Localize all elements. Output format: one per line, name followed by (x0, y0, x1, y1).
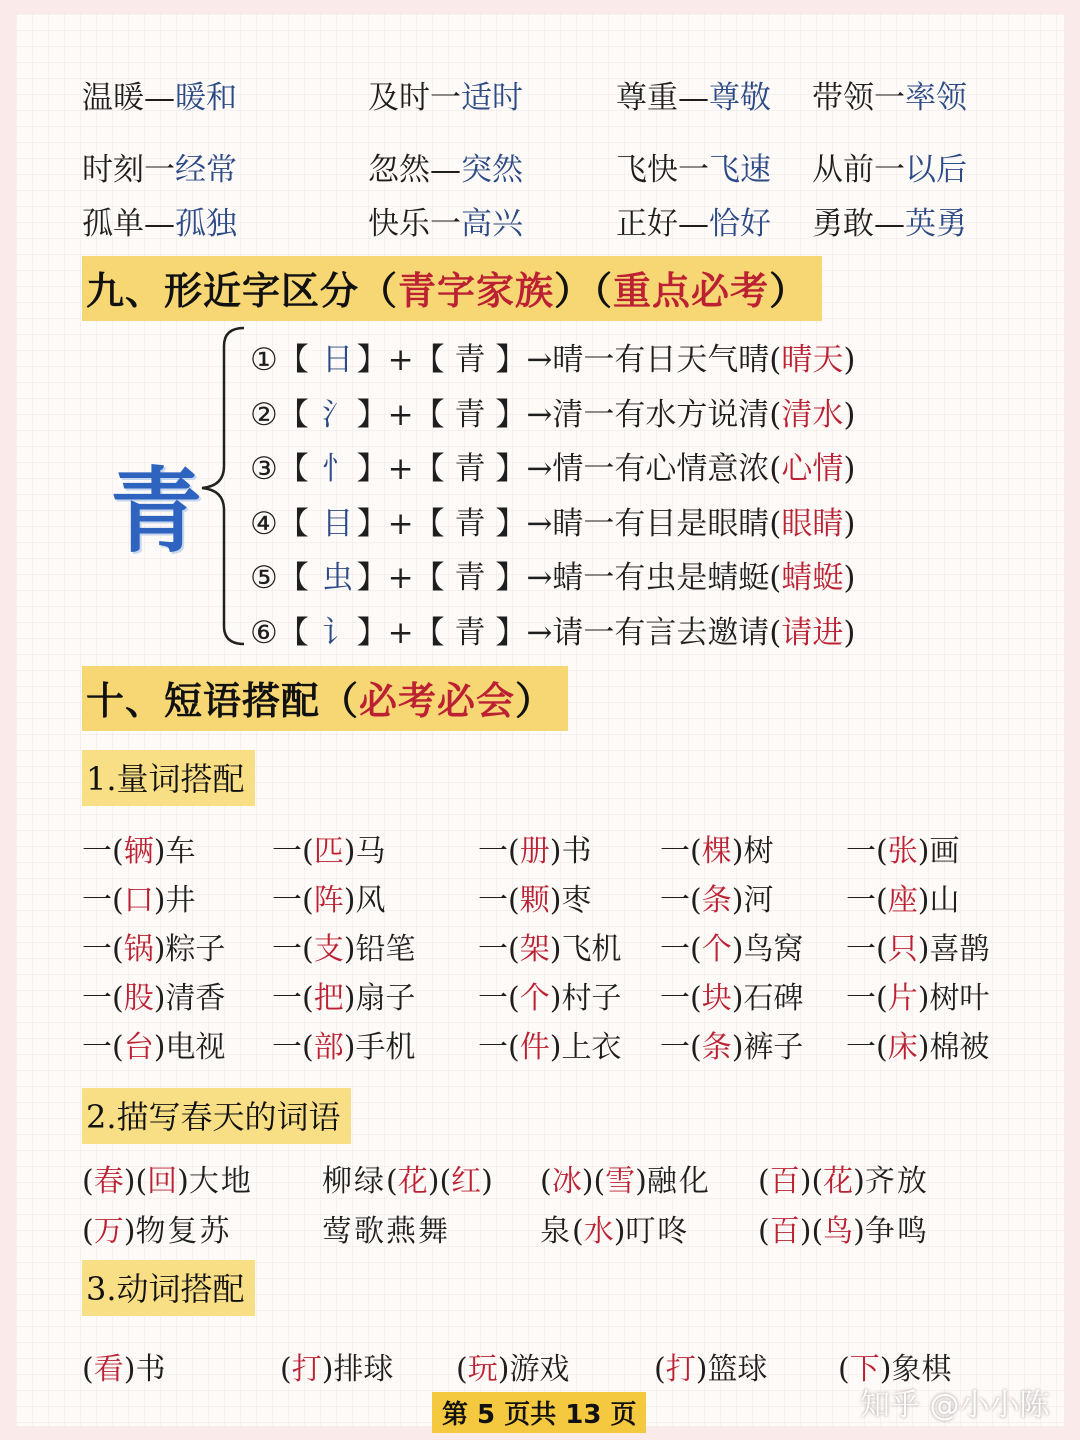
measure-prefix: 一( (272, 981, 314, 1016)
spring-open: ( (82, 1164, 94, 1199)
measure-item (272, 1022, 415, 1066)
family-formula: 】+【 青 】→蜻一有虫是蜻蜓( (356, 560, 782, 596)
verb-close: ) (879, 1352, 892, 1387)
measure-noun: 树 (743, 834, 774, 869)
measure-word: 条 (701, 1030, 732, 1065)
measure-close: ) (731, 1030, 744, 1065)
synonym-pair (82, 198, 237, 243)
verb-open: ( (82, 1352, 94, 1387)
spring-open: ( (758, 1164, 770, 1199)
synonym-answer: 突然 (461, 152, 523, 188)
measure-noun: 裤子 (743, 1030, 804, 1065)
measure-word: 个 (519, 981, 550, 1016)
curly-brace (196, 326, 256, 646)
verb-word: 看 (93, 1352, 124, 1387)
measure-word: 股 (123, 981, 154, 1016)
measure-item (478, 973, 621, 1017)
family-close: ) (843, 560, 856, 596)
measure-prefix: 一( (478, 834, 520, 869)
spring-open: ( (135, 1164, 148, 1199)
verb-phrase (280, 1344, 393, 1388)
measure-close: ) (343, 1030, 356, 1065)
measure-item (272, 875, 385, 919)
verb-noun: 书 (135, 1352, 166, 1387)
measure-close: ) (549, 883, 562, 918)
spring-fill: 雪 (605, 1164, 636, 1199)
family-close: ) (843, 614, 856, 651)
spring-close: ) (123, 1214, 136, 1249)
measure-close: ) (153, 932, 166, 967)
synonym-answer: 暖和 (175, 80, 237, 116)
measure-close: ) (731, 932, 744, 967)
measure-word: 台 (123, 1030, 154, 1065)
watermark: 知乎 @小小陈 (860, 1388, 1050, 1423)
synonym-word: 正好— (616, 206, 709, 242)
verb-noun: 象棋 (891, 1352, 952, 1387)
spring-phrase (540, 1206, 689, 1250)
measure-close: ) (549, 932, 562, 967)
measure-noun: 树叶 (929, 981, 990, 1016)
measure-noun: 河 (743, 883, 774, 918)
measure-word: 辆 (123, 834, 154, 869)
measure-noun: 棉被 (929, 1030, 990, 1065)
spring-fill: 花 (823, 1164, 854, 1199)
measure-prefix: 一( (82, 981, 124, 1016)
family-formula: 】+【 青 】→晴一有日天气晴( (356, 342, 782, 378)
measure-noun: 飞机 (561, 932, 622, 967)
sub-title-spring-words: 2.描写春天的词语 (82, 1088, 351, 1144)
spring-text: 物复苏 (135, 1214, 232, 1249)
synonym-answer: 英勇 (905, 206, 967, 242)
synonym-word: 及时一 (368, 80, 461, 116)
measure-close: ) (917, 883, 930, 918)
synonym-word: 尊重— (616, 80, 709, 116)
measure-word: 颗 (519, 883, 550, 918)
family-bracket: 【 (277, 396, 319, 433)
verb-phrase (654, 1344, 767, 1388)
measure-item (82, 826, 195, 870)
family-close: ) (843, 505, 856, 542)
measure-item (82, 1022, 225, 1066)
synonym-word: 忽然— (368, 152, 461, 188)
measure-close: ) (153, 1030, 166, 1065)
measure-close: ) (549, 1030, 562, 1065)
verb-close: ) (497, 1352, 510, 1387)
synonym-pair (368, 144, 523, 189)
measure-word: 阵 (313, 883, 344, 918)
family-word: 蜻蜓 (781, 560, 844, 596)
spring-fill: 冰 (551, 1164, 582, 1199)
synonym-word: 飞快一 (616, 152, 709, 188)
measure-close: ) (343, 834, 356, 869)
verb-word: 玩 (467, 1352, 498, 1387)
measure-word: 锅 (123, 932, 154, 967)
measure-item (82, 875, 195, 919)
measure-word: 棵 (701, 834, 732, 869)
family-word: 清水 (781, 396, 844, 433)
family-bracket: 【 (277, 451, 319, 487)
verb-open: ( (280, 1352, 292, 1387)
measure-item (478, 826, 591, 870)
measure-prefix: 一( (846, 1030, 888, 1065)
spring-phrase (540, 1156, 711, 1200)
spring-close: ) (123, 1164, 136, 1199)
verb-word: 下 (849, 1352, 880, 1387)
measure-noun: 马 (355, 834, 386, 869)
measure-prefix: 一( (82, 932, 124, 967)
measure-close: ) (917, 981, 930, 1016)
spring-text: 大地 (188, 1164, 253, 1199)
spring-fill: 水 (583, 1214, 614, 1249)
synonym-answer: 飞速 (709, 152, 771, 188)
measure-prefix: 一( (478, 883, 520, 918)
synonym-word: 孤单— (82, 206, 175, 242)
measure-prefix: 一( (660, 883, 702, 918)
measure-prefix: 一( (660, 834, 702, 869)
spring-open: ( (811, 1164, 824, 1199)
verb-close: ) (321, 1352, 334, 1387)
spring-open: ( (439, 1164, 452, 1199)
spring-fill: 万 (93, 1214, 124, 1249)
section-10-tag: 必考必会 (359, 678, 516, 723)
spring-close: ) (635, 1164, 647, 1199)
measure-word: 支 (313, 932, 344, 967)
measure-prefix: 一( (846, 932, 888, 967)
family-close: ) (843, 342, 856, 378)
measure-noun: 上衣 (561, 1030, 622, 1065)
family-bracket: 【 (277, 614, 319, 651)
measure-word: 块 (701, 981, 732, 1016)
family-radical: 忄 (322, 451, 354, 487)
measure-noun: 村子 (561, 981, 622, 1016)
spring-phrase (322, 1206, 450, 1250)
measure-word: 床 (887, 1030, 918, 1065)
synonym-word: 快乐一 (368, 206, 461, 242)
spring-text: 莺歌燕舞 (322, 1214, 450, 1249)
measure-noun: 鸟窝 (743, 932, 804, 967)
synonym-answer: 尊敬 (709, 80, 771, 116)
family-formula: 】+【 青 】→清一有水方说清( (356, 396, 782, 433)
family-number: ④ (250, 505, 278, 542)
measure-prefix: 一( (82, 883, 124, 918)
sub-title-measure-words: 1.量词搭配 (82, 750, 255, 806)
verb-open: ( (838, 1352, 850, 1387)
measure-noun: 风 (355, 883, 386, 918)
spring-close: ) (799, 1214, 812, 1249)
measure-word: 匹 (313, 834, 344, 869)
family-formula: 】+【 青 】→请一有言去邀请( (356, 614, 782, 651)
family-word: 眼睛 (781, 505, 844, 542)
verb-open: ( (654, 1352, 666, 1387)
family-radical: 讠 (322, 614, 354, 651)
spring-open: ( (540, 1164, 552, 1199)
measure-close: ) (343, 981, 356, 1016)
measure-prefix: 一( (660, 1030, 702, 1065)
measure-word: 架 (519, 932, 550, 967)
synonym-pair (812, 198, 967, 243)
measure-word: 座 (887, 883, 918, 918)
spring-phrase (322, 1156, 493, 1200)
verb-phrase (456, 1344, 569, 1388)
measure-close: ) (731, 883, 744, 918)
spring-fill: 红 (451, 1164, 482, 1199)
spring-close: ) (177, 1164, 189, 1199)
spring-text: 泉 (540, 1214, 572, 1249)
measure-prefix: 一( (82, 834, 124, 869)
family-number: ① (250, 342, 278, 378)
family-radical: 目 (322, 505, 354, 542)
measure-close: ) (917, 1030, 930, 1065)
spring-fill: 春 (93, 1164, 124, 1199)
measure-prefix: 一( (846, 883, 888, 918)
spring-open: ( (593, 1164, 606, 1199)
verb-noun: 篮球 (707, 1352, 768, 1387)
family-close: ) (843, 396, 856, 433)
measure-item (660, 875, 773, 919)
spring-fill: 百 (769, 1164, 800, 1199)
measure-word: 张 (887, 834, 918, 869)
measure-noun: 书 (561, 834, 592, 869)
spring-open: ( (758, 1214, 770, 1249)
measure-item (478, 924, 621, 968)
family-radical: 氵 (322, 396, 354, 433)
measure-item (272, 924, 415, 968)
measure-prefix: 一( (272, 1030, 314, 1065)
measure-prefix: 一( (478, 981, 520, 1016)
measure-word: 部 (313, 1030, 344, 1065)
family-number: ⑤ (250, 560, 278, 596)
qing-family-line (250, 498, 856, 543)
synonym-answer: 适时 (461, 80, 523, 116)
verb-close: ) (123, 1352, 136, 1387)
qing-character: 青 (110, 458, 203, 565)
measure-noun: 手机 (355, 1030, 416, 1065)
measure-word: 件 (519, 1030, 550, 1065)
measure-item (846, 826, 959, 870)
family-number: ③ (250, 451, 278, 487)
synonym-pair (616, 72, 771, 117)
measure-noun: 山 (929, 883, 960, 918)
spring-fill: 回 (147, 1164, 178, 1199)
measure-noun: 画 (929, 834, 960, 869)
qing-family-line (250, 389, 856, 434)
synonym-pair (616, 144, 771, 189)
verb-word: 打 (291, 1352, 322, 1387)
spring-fill: 花 (397, 1164, 428, 1199)
family-formula: 】+【 青 】→情一有心情意浓( (356, 451, 782, 487)
measure-close: ) (917, 932, 930, 967)
family-number: ② (250, 396, 278, 433)
family-word: 请进 (781, 614, 844, 651)
measure-noun: 扇子 (355, 981, 416, 1016)
measure-item (846, 875, 959, 919)
sub-title-verb-phrases: 3.动词搭配 (82, 1260, 255, 1316)
section-9-title (82, 256, 822, 321)
measure-item (82, 924, 225, 968)
synonym-answer: 经常 (175, 152, 237, 188)
measure-close: ) (731, 834, 744, 869)
section-9-family: 青字家族 (398, 268, 555, 313)
section-9-tag: 重点必考 (613, 268, 770, 313)
measure-noun: 粽子 (165, 932, 226, 967)
measure-item (660, 826, 773, 870)
measure-word: 条 (701, 883, 732, 918)
measure-word: 个 (701, 932, 732, 967)
qing-family-line (250, 607, 856, 652)
synonym-answer: 孤独 (175, 206, 237, 242)
spring-text: 融化 (646, 1164, 711, 1199)
measure-close: ) (549, 834, 562, 869)
measure-noun: 铅笔 (355, 932, 416, 967)
spring-fill: 百 (769, 1214, 800, 1249)
spring-text: 争鸣 (864, 1214, 929, 1249)
spring-close: ) (853, 1164, 865, 1199)
spring-phrase (82, 1156, 253, 1200)
synonym-word: 时刻一 (82, 152, 175, 188)
spring-text: 叮咚 (625, 1214, 690, 1249)
family-radical: 日 (322, 342, 354, 378)
measure-noun: 井 (165, 883, 196, 918)
measure-prefix: 一( (846, 981, 888, 1016)
section-10-title (82, 666, 568, 731)
measure-item (660, 1022, 803, 1066)
measure-prefix: 一( (272, 883, 314, 918)
section-10-prefix: 十、短语搭配（ (86, 678, 360, 723)
spring-close: ) (481, 1164, 493, 1199)
family-formula: 】+【 青 】→睛一有目是眼睛( (356, 505, 782, 542)
synonym-pair (368, 198, 523, 243)
measure-close: ) (153, 834, 166, 869)
qing-family-line (250, 334, 856, 379)
measure-prefix: 一( (846, 834, 888, 869)
measure-word: 把 (313, 981, 344, 1016)
verb-close: ) (695, 1352, 708, 1387)
spring-open: ( (811, 1214, 824, 1249)
measure-prefix: 一( (478, 932, 520, 967)
measure-item (846, 924, 989, 968)
spring-close: ) (427, 1164, 440, 1199)
spring-close: ) (799, 1164, 812, 1199)
qing-family-line (250, 552, 856, 597)
measure-close: ) (343, 932, 356, 967)
spring-phrase (758, 1206, 929, 1250)
family-word: 心情 (781, 451, 844, 487)
family-number: ⑥ (250, 614, 278, 651)
synonym-pair (812, 72, 967, 117)
measure-prefix: 一( (82, 1030, 124, 1065)
verb-phrase (82, 1344, 165, 1388)
spring-open: ( (572, 1214, 584, 1249)
measure-close: ) (343, 883, 356, 918)
synonym-pair (812, 144, 967, 189)
measure-prefix: 一( (660, 981, 702, 1016)
verb-word: 打 (665, 1352, 696, 1387)
family-bracket: 【 (277, 560, 319, 596)
spring-close: ) (581, 1164, 594, 1199)
spring-phrase (758, 1156, 929, 1200)
synonym-pair (368, 72, 523, 117)
family-close: ) (843, 451, 856, 487)
spring-text: 齐放 (864, 1164, 929, 1199)
spring-phrase (82, 1206, 231, 1250)
measure-prefix: 一( (660, 932, 702, 967)
measure-item (478, 1022, 621, 1066)
measure-close: ) (549, 981, 562, 1016)
family-word: 晴天 (781, 342, 844, 378)
verb-open: ( (456, 1352, 468, 1387)
section-9-sep: ）（ (554, 268, 614, 313)
measure-item (272, 973, 415, 1017)
measure-item (846, 1022, 989, 1066)
measure-word: 册 (519, 834, 550, 869)
measure-prefix: 一( (272, 932, 314, 967)
spring-open: ( (82, 1214, 94, 1249)
synonym-pair (82, 72, 237, 117)
spring-open: ( (386, 1164, 398, 1199)
measure-item (82, 973, 225, 1017)
synonym-pair (616, 198, 771, 243)
family-bracket: 【 (277, 342, 319, 378)
synonym-answer: 率领 (905, 80, 967, 116)
section-10-end: ） (515, 678, 555, 723)
synonym-pair (82, 144, 237, 189)
synonym-word: 温暖— (82, 80, 175, 116)
measure-noun: 喜鹊 (929, 932, 990, 967)
measure-noun: 清香 (165, 981, 226, 1016)
synonym-answer: 恰好 (709, 206, 771, 242)
measure-item (846, 973, 989, 1017)
qing-family-line (250, 443, 856, 488)
measure-noun: 石碑 (743, 981, 804, 1016)
measure-close: ) (917, 834, 930, 869)
page-footer: 第 5 页共 13 页 (432, 1392, 646, 1433)
measure-item (272, 826, 385, 870)
measure-close: ) (153, 981, 166, 1016)
measure-close: ) (731, 981, 744, 1016)
verb-noun: 排球 (333, 1352, 394, 1387)
measure-item (478, 875, 591, 919)
measure-item (660, 924, 803, 968)
measure-word: 口 (123, 883, 154, 918)
measure-noun: 车 (165, 834, 196, 869)
measure-close: ) (153, 883, 166, 918)
synonym-word: 带领一 (812, 80, 905, 116)
spring-fill: 鸟 (823, 1214, 854, 1249)
verb-noun: 游戏 (509, 1352, 570, 1387)
section-9-prefix: 九、形近字区分（ (86, 268, 399, 313)
measure-prefix: 一( (478, 1030, 520, 1065)
synonym-word: 勇敢— (812, 206, 905, 242)
measure-noun: 电视 (165, 1030, 226, 1065)
measure-noun: 枣 (561, 883, 592, 918)
measure-prefix: 一( (272, 834, 314, 869)
spring-close: ) (853, 1214, 865, 1249)
spring-close: ) (613, 1214, 626, 1249)
spring-text: 柳绿 (322, 1164, 386, 1199)
family-radical: 虫 (322, 560, 354, 596)
synonym-word: 从前一 (812, 152, 905, 188)
synonym-answer: 高兴 (461, 206, 523, 242)
family-bracket: 【 (277, 505, 319, 542)
synonym-answer: 以后 (905, 152, 967, 188)
measure-word: 只 (887, 932, 918, 967)
measure-word: 片 (887, 981, 918, 1016)
measure-item (660, 973, 803, 1017)
section-9-end: ） (769, 268, 809, 313)
